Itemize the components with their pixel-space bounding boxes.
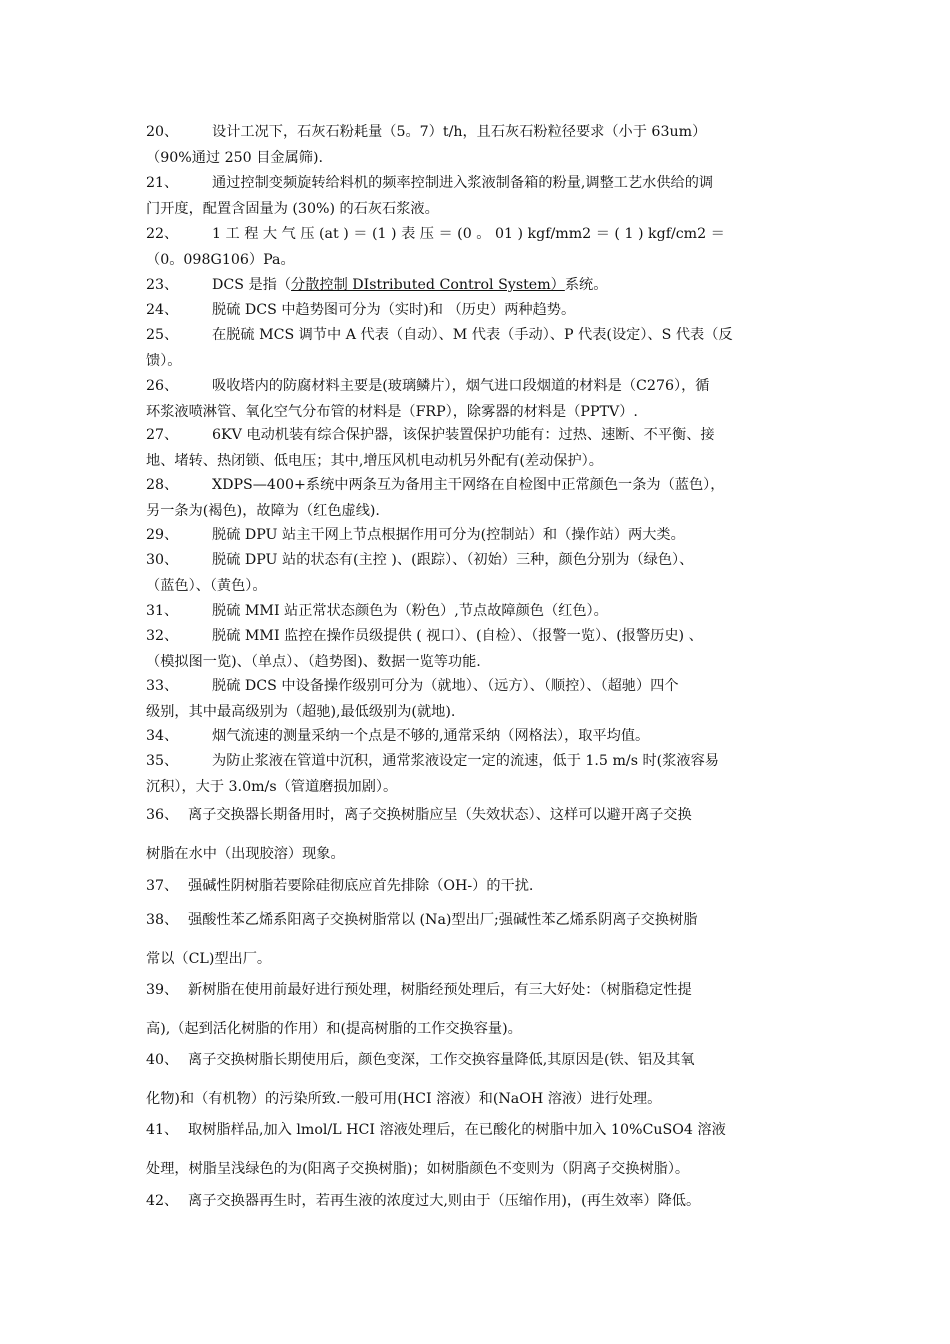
question-line	[146, 624, 814, 650]
question-26	[146, 374, 814, 425]
question-number: 22、	[146, 226, 179, 242]
question-line	[146, 874, 814, 900]
question-text: 通过控制变频旋转给料机的频率控制进入浆液制备箱的粉量,调整工艺水供给的调	[212, 175, 714, 191]
question-text: 离子交换树脂长期使用后，颜色变深，工作交换容量降低,其原因是(铁、铝及其氧	[188, 1052, 695, 1068]
question-number: 30、	[146, 552, 179, 568]
question-line	[146, 978, 814, 1004]
question-line: 化物)和（有机物）的污染所致.一般可用(HCI 溶液）和(NaOH 溶液）进行处理。	[146, 1090, 662, 1107]
question-number: 40、	[146, 1052, 179, 1068]
question-32	[146, 624, 814, 675]
question-number: 29、	[146, 527, 179, 543]
question-28	[146, 473, 814, 524]
question-text: DCS 是指（分散控制 DIstributed Control System）系统。	[212, 277, 608, 293]
question-line: 地、堵转、热闭锁、低电压；其中,增压风机电动机另外配有(差动保护）。	[146, 452, 603, 469]
question-line: （蓝色）、（黄色）。	[146, 577, 267, 594]
question-line	[146, 749, 814, 775]
question-line	[146, 908, 814, 934]
question-29	[146, 523, 814, 549]
question-line	[146, 523, 814, 549]
question-number: 36、	[146, 807, 179, 823]
question-text: 脱硫 DPU 站主干网上节点根据作用可分为(控制站）和（操作站）两大类。	[212, 527, 685, 543]
question-41	[146, 1118, 814, 1182]
question-text: 离子交换器再生时，若再生液的浓度过大,则由于（压缩作用)，(再生效率）降低。	[188, 1193, 701, 1209]
question-33	[146, 674, 814, 725]
question-line: 馈）。	[146, 352, 182, 369]
question-line: （0。098G106）Pa。	[146, 251, 295, 268]
question-line: 树脂在水中（出现胶溶）现象。	[146, 845, 345, 862]
question-text: 离子交换器长期备用时，离子交换树脂应呈（失效状态）、这样可以避开离子交换	[188, 807, 692, 823]
question-number: 23、	[146, 277, 179, 293]
underlined-answer: 分散控制 DIstributed Control System）	[291, 277, 565, 293]
question-25	[146, 323, 814, 374]
question-text: 吸收塔内的防腐材料主要是(玻璃鳞片），烟气进口段烟道的材料是（C276），循	[212, 378, 710, 394]
question-20	[146, 120, 814, 171]
question-line	[146, 724, 814, 750]
question-40	[146, 1048, 814, 1112]
question-line	[146, 599, 814, 625]
question-number: 32、	[146, 628, 179, 644]
question-line	[146, 323, 814, 349]
question-23	[146, 273, 814, 299]
question-line: （90%通过 250 目金属筛).	[146, 149, 323, 166]
question-number: 38、	[146, 912, 179, 928]
question-39	[146, 978, 814, 1042]
question-text: 取树脂样品,加入 lmol/L HCI 溶液处理后，在已酸化的树脂中加入 10%CuSO4 溶液	[188, 1122, 726, 1138]
question-text: 在脱硫 MCS 调节中 A 代表（自动）、M 代表（手动）、P 代表(设定）、S 代表（反	[212, 327, 733, 343]
question-text: 脱硫 DCS 中趋势图可分为（实时)和 （历史）两种趋势。	[212, 302, 576, 318]
question-number: 25、	[146, 327, 179, 343]
question-22	[146, 222, 814, 273]
question-31	[146, 599, 814, 625]
question-number: 35、	[146, 753, 179, 769]
question-30	[146, 548, 814, 599]
question-line: 门开度，配置含固量为 (30%) 的石灰石浆液。	[146, 200, 439, 217]
question-line	[146, 473, 814, 499]
question-line: 高),（起到活化树脂的作用）和(提高树脂的工作交换容量)。	[146, 1020, 522, 1037]
question-text: 1 工 程 大 气 压 (at ) ＝ (1 ) 表 压 ＝ (0 。 01 ) kgf/mm2 ＝ ( 1 ) kgf/cm2 ＝	[212, 226, 725, 242]
question-number: 37、	[146, 878, 179, 894]
question-text: 6KV 电动机装有综合保护器，该保护装置保护功能有：过热、速断、不平衡、接	[212, 427, 715, 443]
question-text: 为防止浆液在管道中沉积，通常浆液设定一定的流速，低于 1.5 m/s 时(浆液容易	[212, 753, 719, 769]
question-35	[146, 749, 814, 800]
question-number: 28、	[146, 477, 179, 493]
question-text: 新树脂在使用前最好进行预处理，树脂经预处理后，有三大好处：（树脂稳定性提	[188, 982, 692, 998]
question-number: 26、	[146, 378, 179, 394]
question-line	[146, 171, 814, 197]
question-line	[146, 222, 814, 248]
question-text: 脱硫 MMI 监控在操作员级提供 ( 视口）、(自检）、（报警一览）、(报警历史) 、	[212, 628, 703, 644]
question-number: 33、	[146, 678, 179, 694]
question-line: （模拟图一览)、（单点）、（趋势图)、数据一览等功能.	[146, 653, 481, 670]
question-line	[146, 548, 814, 574]
question-line: 另一条为(褐色)，故障为（红色虚线).	[146, 502, 380, 519]
question-line: 级别，其中最高级别为（超驰),最低级别为(就地).	[146, 703, 456, 720]
question-number: 24、	[146, 302, 179, 318]
question-text: 脱硫 MMI 站正常状态颜色为（粉色）,节点故障颜色（红色）。	[212, 603, 608, 619]
question-37	[146, 874, 814, 900]
question-36	[146, 803, 814, 867]
question-number: 41、	[146, 1122, 179, 1138]
question-line	[146, 273, 814, 299]
question-line: 沉积），大于 3.0m/s（管道磨损加剧）。	[146, 778, 398, 795]
question-38	[146, 908, 814, 972]
question-line	[146, 423, 814, 449]
question-line	[146, 1189, 814, 1215]
question-text: 设计工况下，石灰石粉耗量（5。7）t/h，且石灰石粉粒径要求（小于 63um）	[212, 124, 707, 140]
question-42	[146, 1189, 814, 1215]
question-line	[146, 120, 814, 146]
question-text: 脱硫 DPU 站的状态有(主控 )、(跟踪）、（初始）三种，颜色分别为（绿色）、	[212, 552, 694, 568]
question-line	[146, 803, 814, 829]
question-text: 烟气流速的测量采纳一个点是不够的,通常采纳（网格法），取平均值。	[212, 728, 650, 744]
question-number: 20、	[146, 124, 179, 140]
question-number: 21、	[146, 175, 179, 191]
question-24	[146, 298, 814, 324]
question-line: 环浆液喷淋管、氧化空气分布管的材料是（FRP），除雾器的材料是（PPTV）.	[146, 403, 638, 420]
question-27	[146, 423, 814, 474]
question-text: XDPS—400+系统中两条互为备用主干网络在自检图中正常颜色一条为（蓝色），	[212, 477, 725, 493]
question-21	[146, 171, 814, 222]
question-text: 强碱性阴树脂若要除硅彻底应首先排除（OH-）的干扰.	[188, 878, 534, 894]
question-text: 脱硫 DCS 中设备操作级别可分为（就地）、（远方）、（顺控）、（超驰）四个	[212, 678, 679, 694]
question-line	[146, 1118, 814, 1144]
question-line	[146, 298, 814, 324]
question-text: 强酸性苯乙烯系阳离子交换树脂常以 (Na)型出厂;强碱性苯乙烯系阴离子交换树脂	[188, 912, 698, 928]
question-line	[146, 1048, 814, 1074]
question-number: 31、	[146, 603, 179, 619]
question-line	[146, 374, 814, 400]
question-number: 39、	[146, 982, 179, 998]
question-number: 42、	[146, 1193, 179, 1209]
question-line: 处理，树脂呈浅绿色的为(阳离子交换树脂)；如树脂颜色不变则为（阴离子交换树脂）。	[146, 1160, 690, 1177]
question-34	[146, 724, 814, 750]
question-number: 34、	[146, 728, 179, 744]
question-line: 常以（CL)型出厂。	[146, 950, 272, 967]
question-number: 27、	[146, 427, 179, 443]
question-line	[146, 674, 814, 700]
